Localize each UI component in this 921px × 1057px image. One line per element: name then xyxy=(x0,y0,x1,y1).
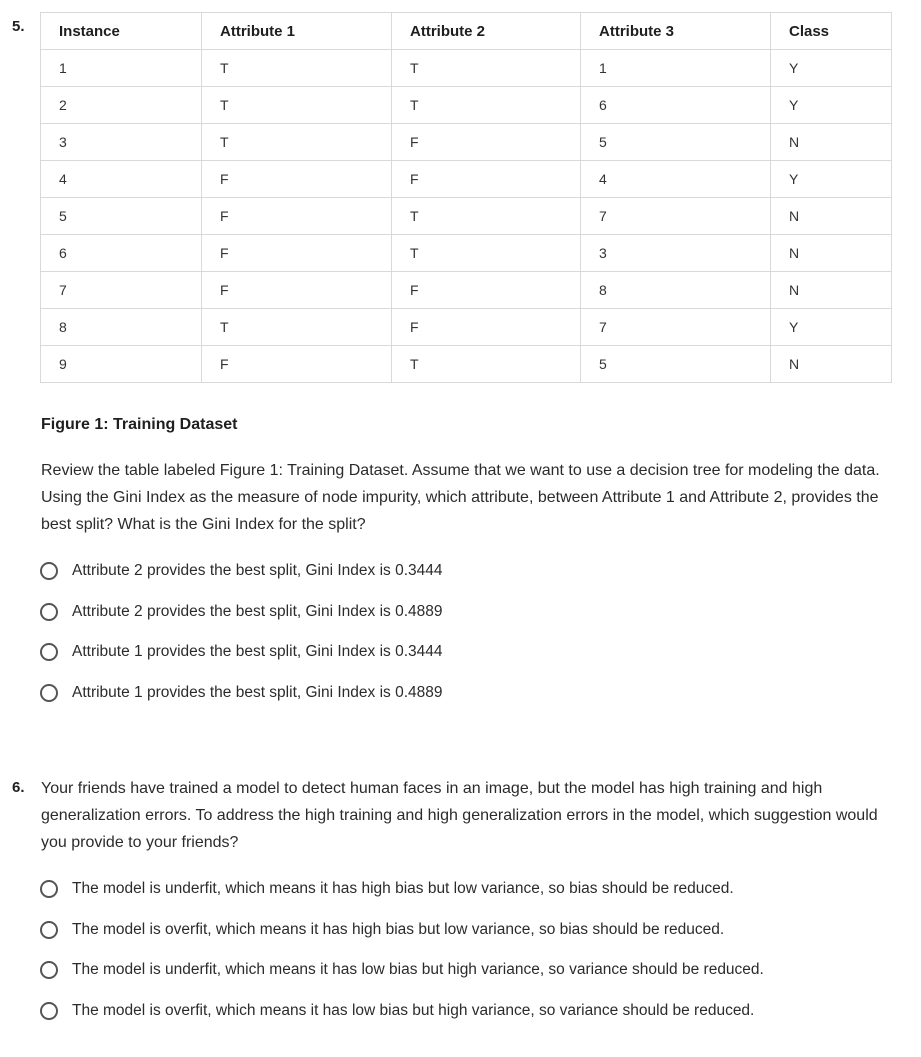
cell-attribute-1: T xyxy=(202,50,392,87)
header-class: Class xyxy=(771,13,892,50)
cell-instance: 4 xyxy=(41,161,202,198)
cell-attribute-1: F xyxy=(202,346,392,383)
cell-attribute-2: F xyxy=(392,124,581,161)
figure-caption: Figure 1: Training Dataset xyxy=(41,416,238,433)
radio-button[interactable] xyxy=(40,684,58,702)
question-5-options xyxy=(40,551,443,713)
cell-attribute-3: 5 xyxy=(581,124,771,161)
radio-button[interactable] xyxy=(40,1002,58,1020)
q5-option-1[interactable] xyxy=(40,551,443,592)
header-attribute-2: Attribute 2 xyxy=(392,13,581,50)
cell-class: Y xyxy=(771,161,892,198)
cell-attribute-2: T xyxy=(392,87,581,124)
cell-attribute-2: T xyxy=(392,346,581,383)
cell-attribute-3: 5 xyxy=(581,346,771,383)
cell-class: N xyxy=(771,198,892,235)
cell-attribute-3: 3 xyxy=(581,235,771,272)
q5-option-3[interactable] xyxy=(40,632,443,673)
table-row xyxy=(41,346,892,383)
cell-attribute-1: T xyxy=(202,87,392,124)
header-attribute-1: Attribute 1 xyxy=(202,13,392,50)
cell-instance: 7 xyxy=(41,272,202,309)
cell-attribute-2: T xyxy=(392,198,581,235)
cell-class: Y xyxy=(771,87,892,124)
question-5-text: Review the table labeled Figure 1: Training Dataset. Assume that we want to use a decision tree for modeling the data. Using the Gini Index as the measure of node impurity, which attribute, between Attribute 1 and Attribute 2, provides the best split? What is the Gini Index for the split? xyxy=(41,462,880,533)
radio-button[interactable] xyxy=(40,921,58,939)
cell-instance: 9 xyxy=(41,346,202,383)
table-row xyxy=(41,309,892,346)
question-6-number: 6. xyxy=(12,779,25,796)
question-6-text: Your friends have trained a model to detect human faces in an image, but the model has high training and high generalization errors. To address the high training and high generalization errors in the model, which suggestion would you provide to your friends? xyxy=(41,780,878,851)
table-row xyxy=(41,272,892,309)
question-6-options xyxy=(40,869,764,1031)
table-row xyxy=(41,198,892,235)
radio-button[interactable] xyxy=(40,961,58,979)
q6-option-1[interactable] xyxy=(40,869,764,910)
cell-attribute-2: T xyxy=(392,235,581,272)
cell-instance: 3 xyxy=(41,124,202,161)
q5-option-2[interactable] xyxy=(40,592,443,633)
table-row xyxy=(41,50,892,87)
cell-attribute-2: T xyxy=(392,50,581,87)
cell-instance: 8 xyxy=(41,309,202,346)
option-label: Attribute 1 provides the best split, Gini Index is 0.3444 xyxy=(72,643,443,661)
table-row xyxy=(41,87,892,124)
cell-attribute-3: 6 xyxy=(581,87,771,124)
cell-class: Y xyxy=(771,50,892,87)
table-row xyxy=(41,124,892,161)
table-row xyxy=(41,235,892,272)
radio-button[interactable] xyxy=(40,603,58,621)
q6-option-3[interactable] xyxy=(40,950,764,991)
cell-class: Y xyxy=(771,309,892,346)
cell-attribute-3: 4 xyxy=(581,161,771,198)
cell-attribute-1: F xyxy=(202,161,392,198)
table-row xyxy=(41,161,892,198)
question-5-number: 5. xyxy=(12,18,25,35)
cell-instance: 2 xyxy=(41,87,202,124)
cell-attribute-2: F xyxy=(392,161,581,198)
cell-attribute-1: F xyxy=(202,272,392,309)
cell-attribute-3: 1 xyxy=(581,50,771,87)
cell-attribute-1: T xyxy=(202,309,392,346)
cell-attribute-2: F xyxy=(392,309,581,346)
option-label: The model is overfit, which means it has low bias but high variance, so variance should be reduced. xyxy=(72,1001,755,1019)
q5-option-4[interactable] xyxy=(40,673,443,714)
header-instance: Instance xyxy=(41,13,202,50)
cell-attribute-1: T xyxy=(202,124,392,161)
cell-attribute-1: F xyxy=(202,198,392,235)
cell-class: N xyxy=(771,124,892,161)
cell-class: N xyxy=(771,272,892,309)
radio-button[interactable] xyxy=(40,643,58,661)
radio-button[interactable] xyxy=(40,880,58,898)
option-label: The model is underfit, which means it has high bias but low variance, so bias should be reduced. xyxy=(72,880,734,898)
table-header-row xyxy=(41,13,892,50)
cell-instance: 6 xyxy=(41,235,202,272)
q6-option-2[interactable] xyxy=(40,910,764,951)
option-label: The model is underfit, which means it has low bias but high variance, so variance should be reduced. xyxy=(72,961,764,979)
cell-attribute-2: F xyxy=(392,272,581,309)
header-attribute-3: Attribute 3 xyxy=(581,13,771,50)
cell-class: N xyxy=(771,235,892,272)
cell-class: N xyxy=(771,346,892,383)
cell-instance: 1 xyxy=(41,50,202,87)
cell-attribute-3: 8 xyxy=(581,272,771,309)
cell-attribute-1: F xyxy=(202,235,392,272)
radio-button[interactable] xyxy=(40,562,58,580)
option-label: Attribute 2 provides the best split, Gini Index is 0.3444 xyxy=(72,562,443,580)
cell-attribute-3: 7 xyxy=(581,198,771,235)
option-label: Attribute 2 provides the best split, Gini Index is 0.4889 xyxy=(72,602,443,620)
q6-option-4[interactable] xyxy=(40,991,764,1032)
cell-attribute-3: 7 xyxy=(581,309,771,346)
option-label: The model is overfit, which means it has high bias but low variance, so bias should be reduced. xyxy=(72,920,725,938)
training-dataset-table xyxy=(40,12,892,383)
option-label: Attribute 1 provides the best split, Gini Index is 0.4889 xyxy=(72,683,443,701)
cell-instance: 5 xyxy=(41,198,202,235)
